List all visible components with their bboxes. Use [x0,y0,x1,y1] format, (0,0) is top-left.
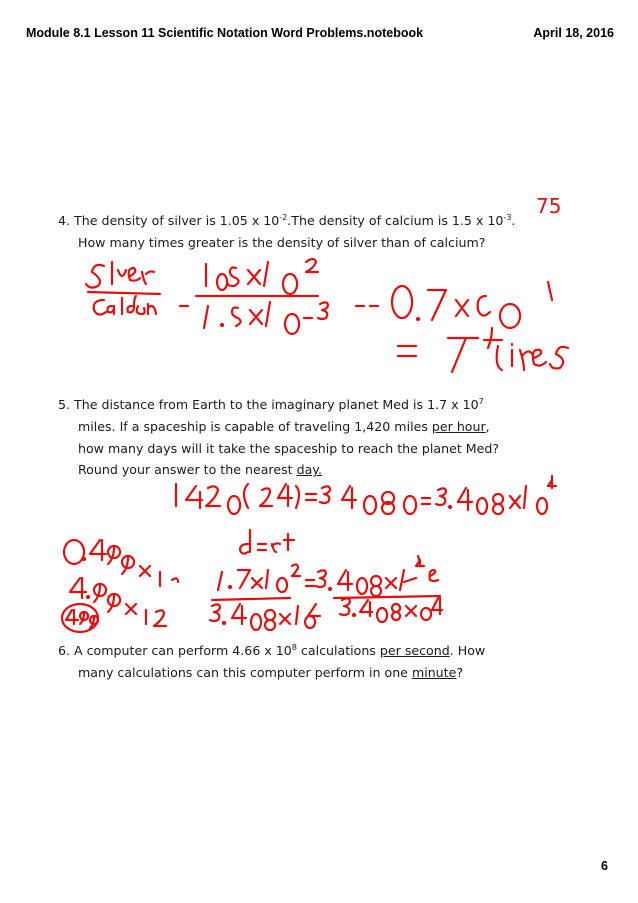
problem-5-line-2: miles. If a spaceship is capable of traveling 1,420 miles per hour, [78,418,490,434]
notebook-title: Module 8.1 Lesson 11 Scientific Notation Word Problems.notebook [26,26,424,40]
problem-4-line-2: How many times greater is the density of silver than of calcium? [78,234,486,250]
problem-6-line-2: many calculations can this computer perform in one minute? [78,664,464,680]
page-date: April 18, 2016 [533,26,614,40]
score-annotation: 75 [536,194,562,218]
ink-problem-5-work [62,476,556,632]
problem-5-line-3: how many days will it take the spaceship to reach the planet Med? [78,440,500,456]
page-number: 6 [601,859,608,873]
problem-4-line-1: 4. The density of silver is 1.05 x $10^{-2}.The$ density of calcium is 1.5 x $10^{-3}$. [58,213,516,228]
ink-problem-4-work [86,259,568,372]
problem-6-line-1: 6. A computer can perform 4.66 x $10^8$ calculations per second. How [58,643,486,658]
problem-5-line-4: Round your answer to the nearest day. [78,462,322,478]
problem-5-line-1: 5. The distance from Earth to the imaginary planet Med is 1.7 x $10^7$ [58,397,484,412]
